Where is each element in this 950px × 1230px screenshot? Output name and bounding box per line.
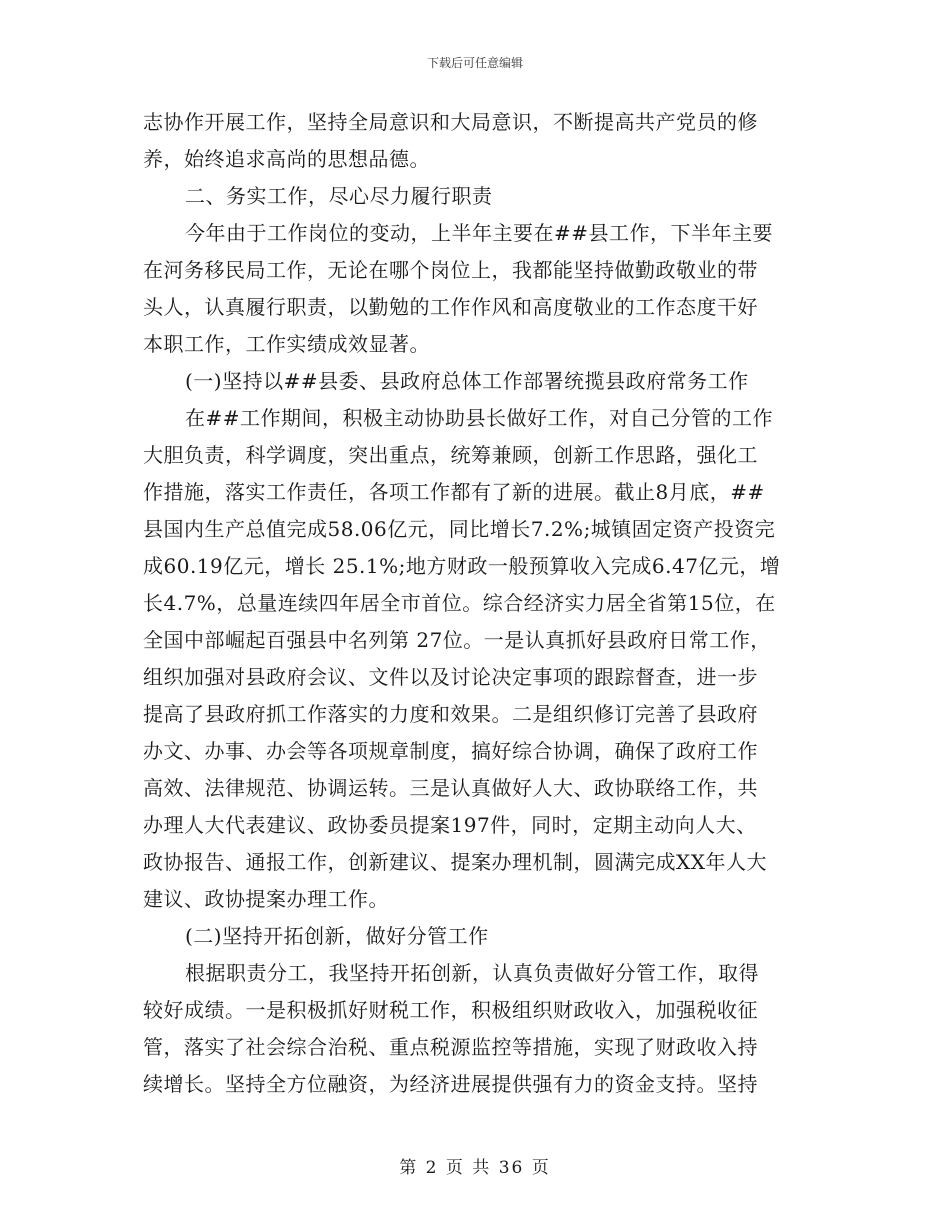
text-line: 在##工作期间，积极主动协助县长做好工作，对自己分管的工作 (185, 406, 774, 430)
text-line: 今年由于工作岗位的变动，上半年主要在##县工作，下半年主要 (185, 221, 774, 245)
document-body (143, 104, 808, 1103)
text-line: 办理人大代表建议、政协委员提案197件，同时，定期主动向人大、 (143, 813, 757, 837)
text-line: 政协报告、通报工作，创新建议、提案办理机制，圆满完成XX年人大 (143, 850, 767, 874)
text-line: 管，落实了社会综合治税、重点税源监控等措施，实现了财政收入持 (143, 1035, 758, 1059)
text-line: 高效、法律规范、协调运转。三是认真做好人大、政协联络工作，共 (143, 776, 758, 800)
text-line: 成60.19亿元，增长 25.1%;地方财政一般预算收入完成6.47亿元，增 (143, 554, 781, 578)
page-header: 下载后可任意编辑 (426, 56, 523, 70)
text-line: 养，始终追求高尚的思想品德。 (143, 147, 430, 171)
text-line: 办文、办事、办会等各项规章制度，搞好综合协调，确保了政府工作 (143, 739, 758, 763)
text-line: 二、务实工作，尽心尽力履行职责 (185, 184, 493, 208)
text-line: 组织加强对县政府会议、文件以及讨论决定事项的跟踪督查，进一步 (143, 665, 758, 689)
text-line: 头人，认真履行职责，以勤勉的工作作风和高度敬业的工作态度干好 (143, 295, 758, 319)
text-line: 提高了县政府抓工作落实的力度和效果。二是组织修订完善了县政府 (143, 702, 758, 726)
text-line: 本职工作，工作实绩成效显著。 (143, 332, 430, 356)
text-line: 大胆负责，科学调度，突出重点，统筹兼顾，创新工作思路，强化工 (143, 443, 758, 467)
text-line: 作措施，落实工作责任，各项工作都有了新的进展。截止8月底，## (143, 480, 765, 504)
text-line: 续增长。坚持全方位融资，为经济进展提供强有力的资金支持。坚持 (143, 1072, 758, 1096)
text-line: 长4.7%，总量连续四年居全市首位。综合经济实力居全省第15位，在 (143, 591, 776, 615)
text-line: 根据职责分工，我坚持开拓创新，认真负责做好分管工作，取得 (185, 961, 759, 985)
text-line: 县国内生产总值完成58.06亿元，同比增长7.2%;城镇固定资产投资完 (143, 517, 776, 541)
text-line: 志协作开展工作，坚持全局意识和大局意识，不断提高共产党员的修 (143, 110, 758, 134)
text-line: (一)坚持以##县委、县政府总体工作部署统揽县政府常务工作 (185, 369, 749, 393)
page-footer: 第 2 页 共 36 页 (399, 1158, 551, 1178)
text-line: 全国中部崛起百强县中名列第 27位。一是认真抓好县政府日常工作， (143, 628, 771, 652)
text-line: 在河务移民局工作，无论在哪个岗位上，我都能坚持做勤政敬业的带 (143, 258, 758, 282)
text-line: 建议、政协提案办理工作。 (143, 887, 389, 911)
text-line: 较好成绩。一是积极抓好财税工作，积极组织财政收入，加强税收征 (143, 998, 758, 1022)
text-line: (二)坚持开拓创新，做好分管工作 (185, 924, 489, 948)
